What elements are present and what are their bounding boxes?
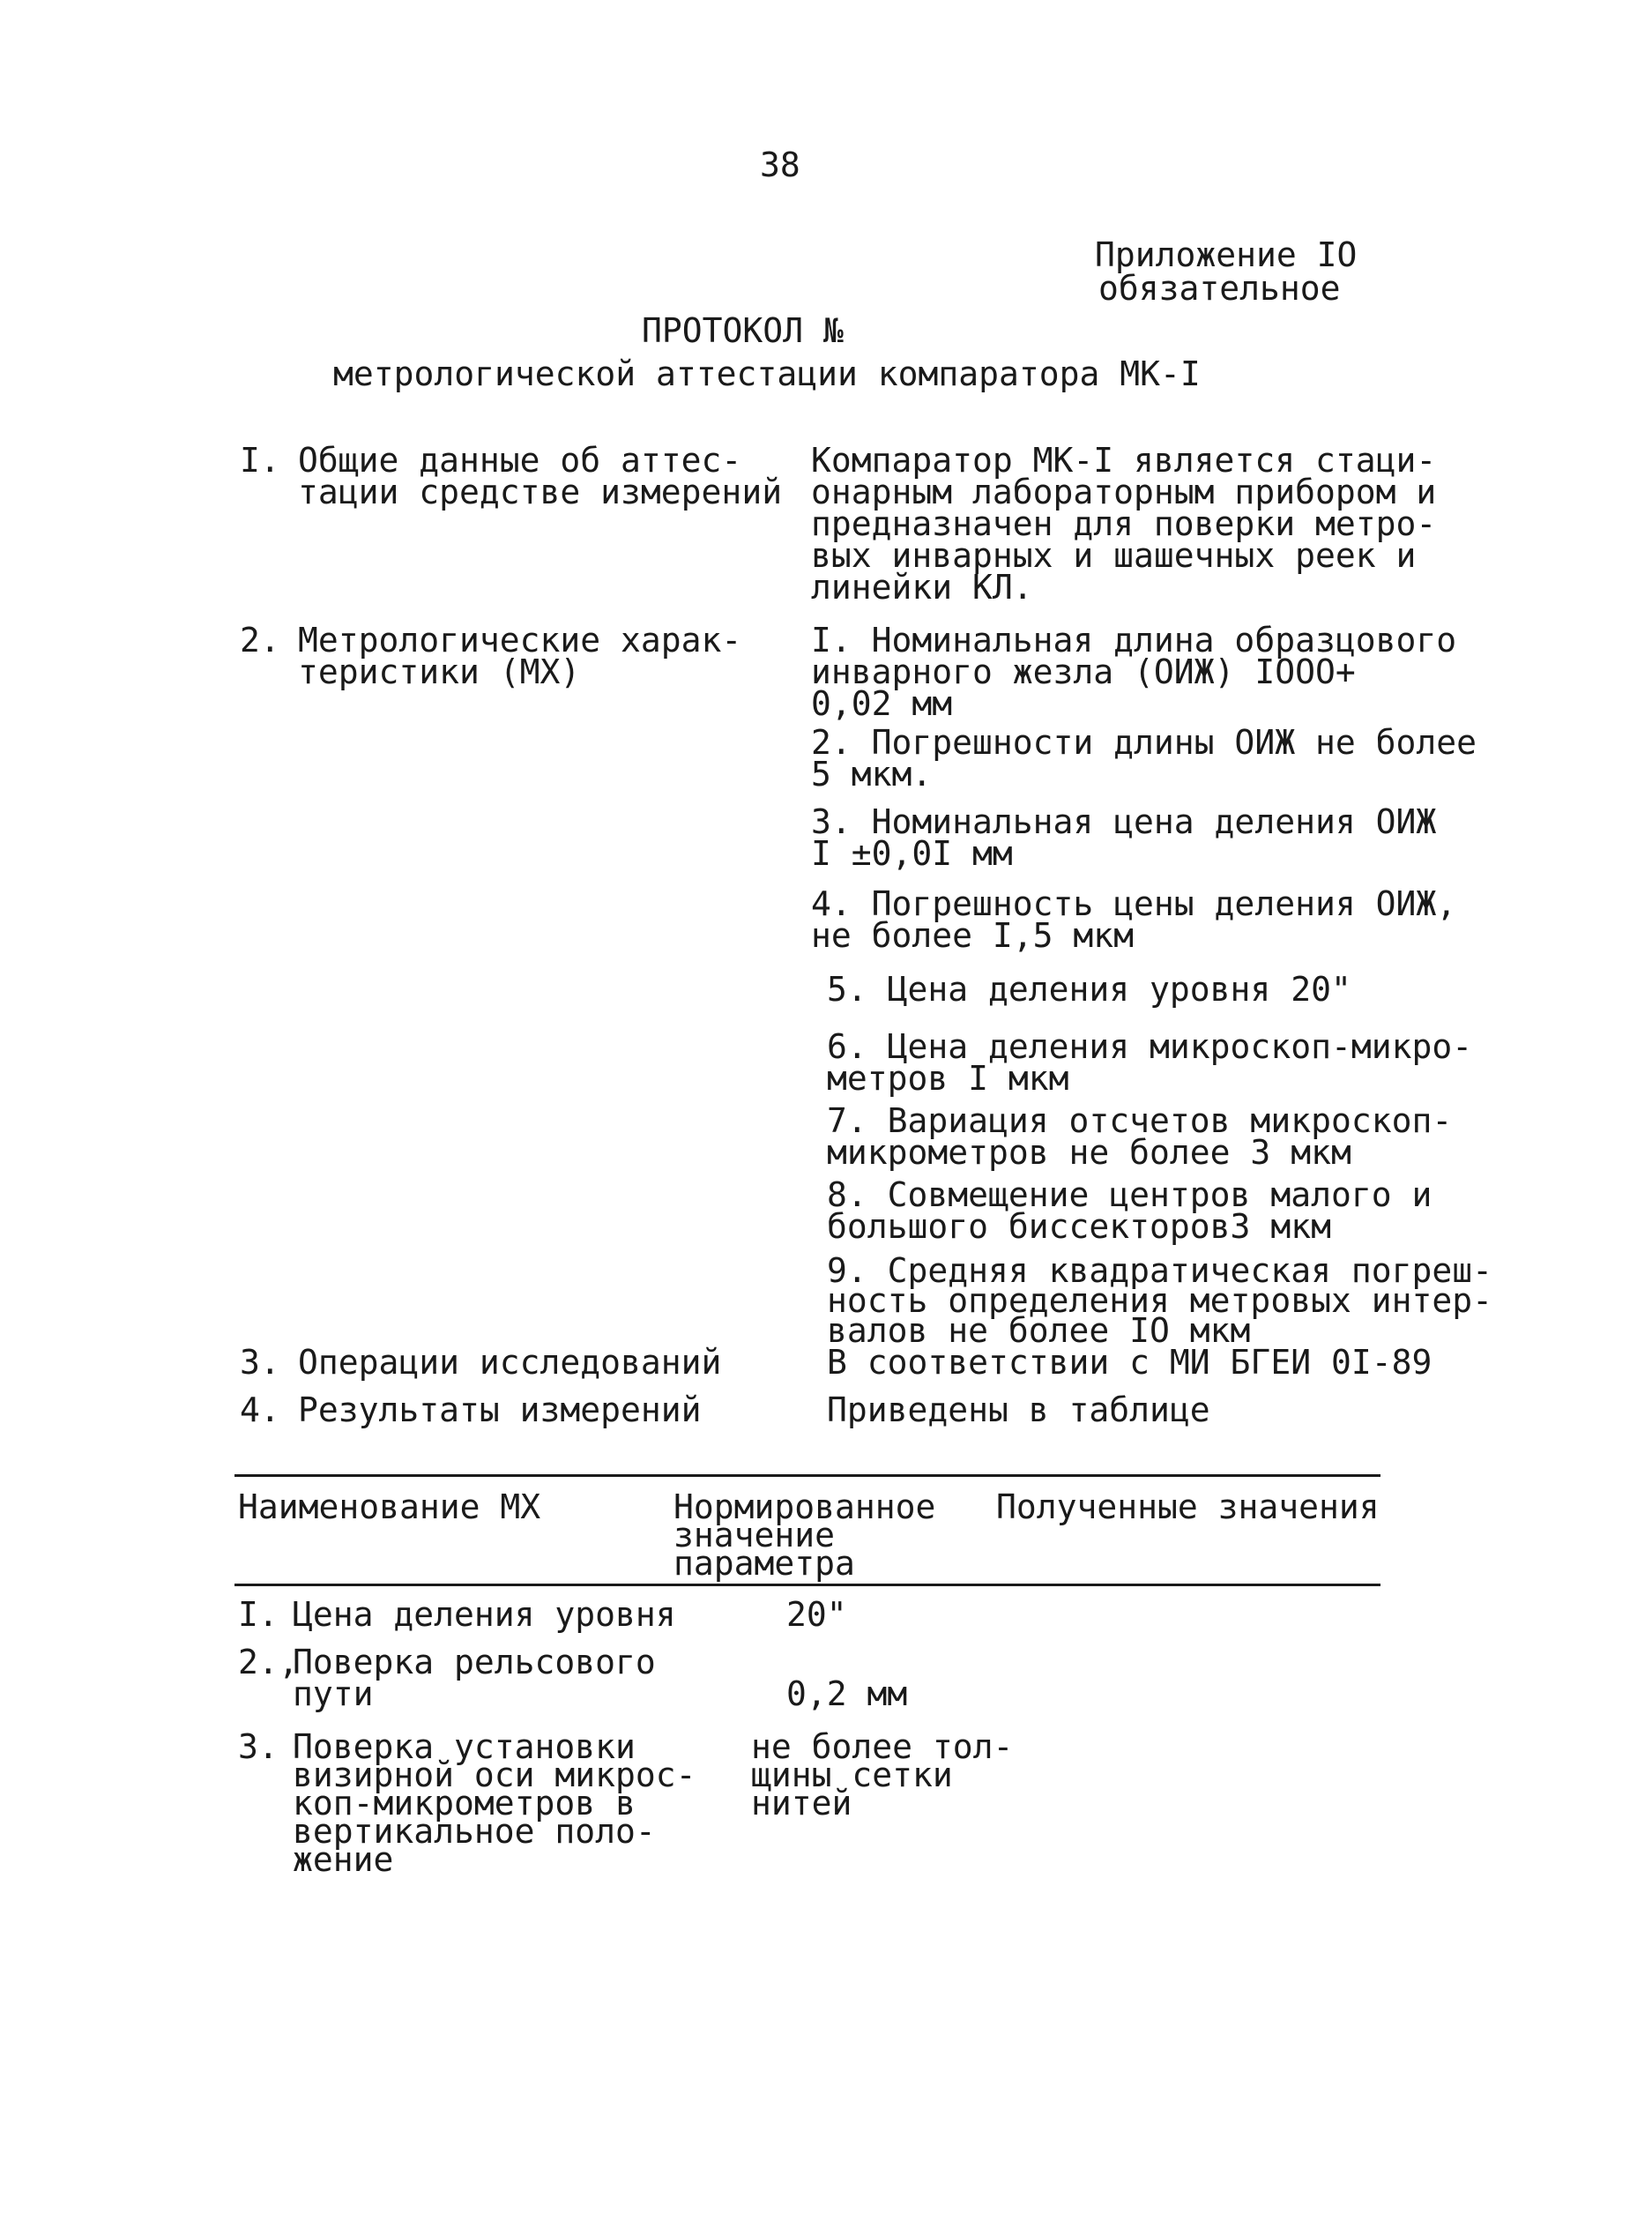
mx-item-4 — [811, 884, 1457, 955]
page-number: 38 — [760, 145, 800, 184]
row-number: I. — [238, 1595, 279, 1634]
mx-item-7 — [827, 1101, 1453, 1172]
mx-item-line: 6. Цена деления микроскоп-микро- — [827, 1027, 1473, 1066]
row-name-line: коп-микрометров в — [293, 1784, 636, 1823]
section-text-line: Компаратор МК-I является стаци- — [811, 441, 1437, 480]
table-header-cell: параметра — [673, 1544, 855, 1583]
section-number: 3. — [240, 1343, 280, 1382]
mx-item-line: I. Номинальная длина образцового — [811, 621, 1457, 660]
mx-item-5 — [827, 970, 1351, 1009]
mx-item-line: 8. Совмещение центров малого и — [827, 1175, 1432, 1214]
row-name — [293, 1643, 656, 1713]
section-number: 2. — [240, 621, 280, 660]
mx-item-line: I ±0,0I мм — [811, 834, 1013, 873]
mx-item-line: не более I,5 мкм — [811, 916, 1135, 955]
section-title: Результаты измерений — [298, 1390, 702, 1429]
mx-item-line: микрометров не более 3 мкм — [827, 1133, 1351, 1172]
mx-item-3 — [811, 802, 1437, 873]
mx-item-9 — [827, 1251, 1492, 1350]
section-text-line: онарным лабораторным прибором и — [811, 473, 1437, 511]
row-name-line: визирной оси микрос- — [293, 1756, 696, 1794]
mx-item-line: 4. Погрешность цены деления ОИЖ, — [811, 884, 1457, 923]
row-norm-line: нитей — [751, 1784, 852, 1823]
mx-item-8 — [827, 1175, 1432, 1246]
mx-item-line: 2. Погрешности длины ОИЖ не более — [811, 723, 1477, 762]
row-number: 3. — [238, 1727, 279, 1766]
mx-item-line: 0,02 мм — [811, 684, 953, 723]
row-name-line: Поверка установки — [293, 1727, 636, 1766]
mx-item-1 — [811, 621, 1457, 723]
table-header-obtained — [996, 1487, 1380, 1526]
section-number: I. — [240, 441, 280, 480]
table-header-cell: Наименование МХ — [238, 1487, 541, 1526]
mx-item-line: валов не более IO мкм — [827, 1311, 1251, 1350]
appendix-line-1: Приложение IO — [1095, 235, 1358, 274]
appendix-line-2: обязательное — [1098, 269, 1341, 308]
appendix-label — [1095, 235, 1358, 308]
protocol-title: ПРОТОКОЛ № — [642, 311, 844, 350]
mx-item-line: 5 мкм. — [811, 755, 933, 794]
section-text-line: линейки КЛ. — [811, 568, 1033, 607]
row-number: 2., — [238, 1643, 299, 1681]
mx-item-line: 3. Номинальная цена деления ОИЖ — [811, 802, 1437, 841]
row-name-line: Цена деления уровня — [293, 1595, 676, 1634]
table-header-cell: Нормированное — [673, 1487, 936, 1526]
section-text-line: предназначен для поверки метро- — [811, 504, 1437, 543]
row-name — [293, 1595, 676, 1634]
row-name-line: пути — [293, 1674, 374, 1713]
table-header-norm — [673, 1487, 936, 1583]
row-norm-line: щины сетки — [751, 1756, 953, 1794]
protocol-subtitle: метрологической аттестации компаратора МК-I — [333, 354, 1201, 393]
section-title — [298, 441, 783, 511]
section-number: 4. — [240, 1390, 280, 1429]
section-title: Операции исследований — [298, 1343, 722, 1382]
mx-item-line: 5. Цена деления уровня 20" — [827, 970, 1351, 1009]
row-norm — [786, 1595, 847, 1634]
mx-item-line: большого биссекторов3 мкм — [827, 1207, 1331, 1246]
row-norm-line: 20" — [786, 1595, 847, 1634]
table-header-cell: значение — [673, 1516, 836, 1554]
mx-item-line: метров I мкм — [827, 1059, 1069, 1098]
table-header-cell: Полученные значения — [996, 1487, 1380, 1526]
section-title-line: тации средстве измерений — [298, 473, 783, 511]
section-3-text: В соответствии с МИ БГЕИ 0I-89 — [827, 1343, 1432, 1382]
mx-item-6 — [827, 1027, 1473, 1098]
table-header-name — [238, 1487, 541, 1526]
section-4-text: Приведены в таблице — [827, 1390, 1210, 1429]
row-name-line: Поверка рельсового — [293, 1643, 656, 1681]
row-norm-line: не более тол- — [751, 1727, 1014, 1766]
section-title-line: Общие данные об аттес- — [298, 441, 742, 480]
table-top-rule — [234, 1474, 1380, 1477]
table-header-rule — [234, 1584, 1380, 1586]
row-norm — [786, 1674, 908, 1713]
section-1-text — [811, 441, 1437, 607]
section-text-line: вых инварных и шашечных реек и — [811, 536, 1417, 575]
row-norm-line: 0,2 мм — [786, 1674, 908, 1713]
row-norm — [751, 1727, 1014, 1823]
mx-item-line: 7. Вариация отсчетов микроскоп- — [827, 1101, 1453, 1140]
row-name — [293, 1727, 696, 1879]
section-title-line: теристики (МХ) — [298, 652, 581, 691]
section-title-line: Метрологические харак- — [298, 621, 742, 660]
mx-item-line: инварного жезла (ОИЖ) IOOO+ — [811, 652, 1356, 691]
row-name-line: вертикальное поло- — [293, 1812, 656, 1851]
row-name-line: жение — [293, 1840, 394, 1879]
mx-item-2 — [811, 723, 1477, 794]
mx-item-line: ность определения метровых интер- — [827, 1281, 1492, 1320]
mx-item-line: 9. Средняя квадратическая погреш- — [827, 1251, 1492, 1290]
section-title — [298, 621, 742, 691]
